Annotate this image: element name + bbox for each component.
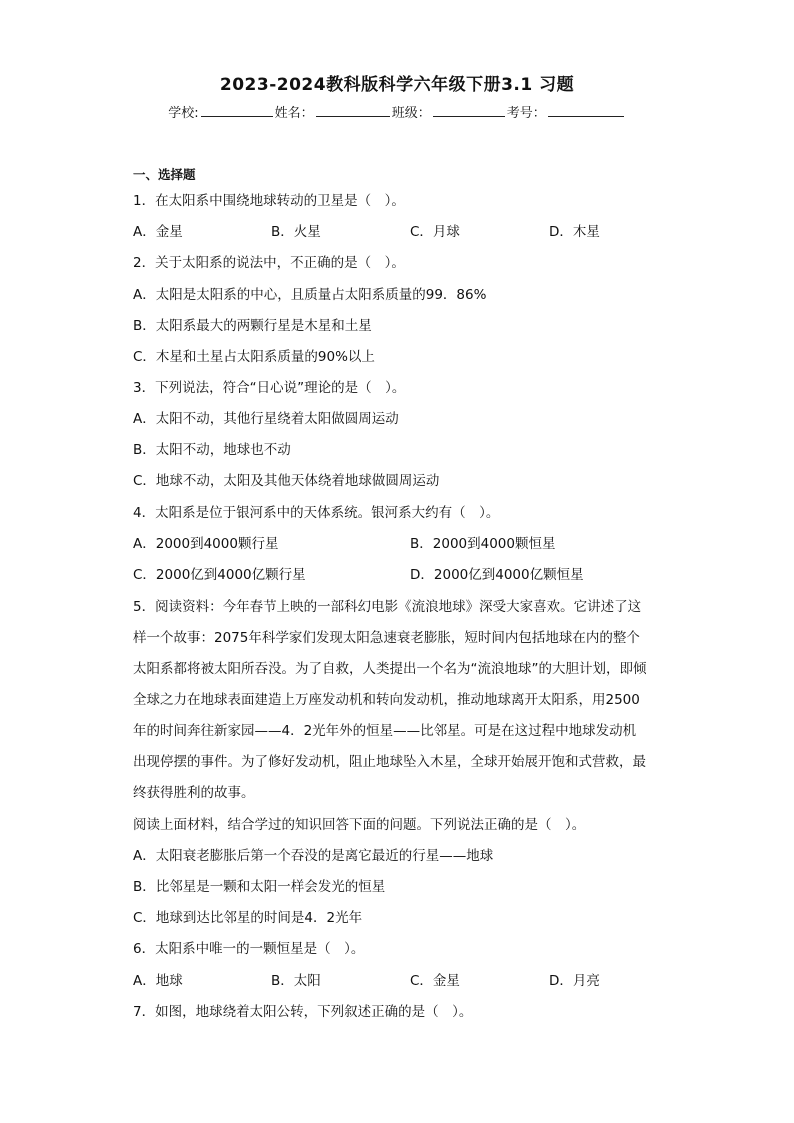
question-2-stem: 2．关于太阳系的说法中，不正确的是（ ）。 <box>133 255 405 271</box>
question-5-passage-line: 5．阅读资料：今年春节上映的一部科幻电影《流浪地球》深受大家喜欢。它讲述了这 <box>133 599 642 615</box>
question-5-passage-line: 年的时间奔往新家园——4．2光年外的恒星——比邻星。可是在这过程中地球发动机 <box>133 723 637 739</box>
question-6-option-a[interactable]: A．地球 <box>133 973 183 989</box>
question-5-passage-line: 终获得胜利的故事。 <box>133 785 255 801</box>
question-5-passage-line: 样一个故事：2075年科学家们发现太阳急速衰老膨胀，短时间内包括地球在内的整个 <box>133 630 640 646</box>
question-5-passage-line: 太阳系都将被太阳所吞没。为了自救，人类提出一个名为“流浪地球”的大胆计划，即倾 <box>133 661 647 677</box>
question-4-option-a[interactable]: A．2000到4000颗行星 <box>133 536 279 552</box>
question-4-option-b[interactable]: B．2000到4000颗恒星 <box>410 536 556 552</box>
question-4-option-c[interactable]: C．2000亿到4000亿颗行星 <box>133 567 306 583</box>
question-2-option-a[interactable]: A．太阳是太阳系的中心，且质量占太阳系质量的99．86% <box>133 287 487 303</box>
question-2-option-c[interactable]: C．木星和土星占太阳系质量的90%以上 <box>133 349 375 365</box>
question-2-option-b[interactable]: B．太阳系最大的两颗行星是木星和土星 <box>133 318 372 334</box>
question-5-passage-line: 全球之力在地球表面建造上万座发动机和转向发动机，推动地球离开太阳系，用2500 <box>133 692 640 708</box>
question-1-option-a[interactable]: A．金星 <box>133 224 183 240</box>
section-heading: 一、选择题 <box>133 167 196 182</box>
question-1-option-c[interactable]: C．月球 <box>410 224 460 240</box>
question-6-option-d[interactable]: D．月亮 <box>549 973 600 989</box>
question-6-option-c[interactable]: C．金星 <box>410 973 460 989</box>
question-5-option-c[interactable]: C．地球到达比邻星的时间是4．2光年 <box>133 910 363 926</box>
question-4-stem: 4．太阳系是位于银河系中的天体系统。银河系大约有（ ）。 <box>133 505 500 521</box>
question-3-option-b[interactable]: B．太阳不动，地球也不动 <box>133 442 291 458</box>
school-label: 学校: <box>168 106 199 121</box>
class-blank[interactable] <box>433 103 505 117</box>
name-label: 姓名： <box>274 106 314 121</box>
question-6-option-b[interactable]: B．太阳 <box>271 973 321 989</box>
question-5-option-b[interactable]: B．比邻星是一颗和太阳一样会发光的恒星 <box>133 879 386 895</box>
class-label: 班级： <box>391 106 431 121</box>
question-4-option-d[interactable]: D．2000亿到4000亿颗恒星 <box>410 567 584 583</box>
question-5-stem: 阅读上面材料，结合学过的知识回答下面的问题。下列说法正确的是（ ）。 <box>133 817 586 833</box>
question-1-option-d[interactable]: D．木星 <box>549 224 600 240</box>
school-blank[interactable] <box>201 103 273 117</box>
exam-no-blank[interactable] <box>548 103 624 117</box>
question-7-stem: 7．如图，地球绕着太阳公转，下列叙述正确的是（ ）。 <box>133 1004 473 1020</box>
question-3-stem: 3．下列说法，符合“日心说”理论的是（ ）。 <box>133 380 406 396</box>
student-info-line <box>0 102 794 121</box>
question-1-option-b[interactable]: B．火星 <box>271 224 321 240</box>
question-3-option-a[interactable]: A．太阳不动，其他行星绕着太阳做圆周运动 <box>133 411 399 427</box>
question-1-stem: 1．在太阳系中围绕地球转动的卫星是（ ）。 <box>133 193 405 209</box>
page-title: 2023-2024教科版科学六年级下册3.1 习题 <box>219 75 575 95</box>
name-blank[interactable] <box>316 103 390 117</box>
question-5-option-a[interactable]: A．太阳衰老膨胀后第一个吞没的是离它最近的行星——地球 <box>133 848 494 864</box>
question-6-stem: 6．太阳系中唯一的一颗恒星是（ ）。 <box>133 941 365 957</box>
question-5-passage-line: 出现停摆的事件。为了修好发动机，阻止地球坠入木星，全球开始展开饱和式营救，最 <box>133 754 646 770</box>
question-3-option-c[interactable]: C．地球不动，太阳及其他天体绕着地球做圆周运动 <box>133 473 440 489</box>
exam-no-label: 考号： <box>506 106 546 121</box>
